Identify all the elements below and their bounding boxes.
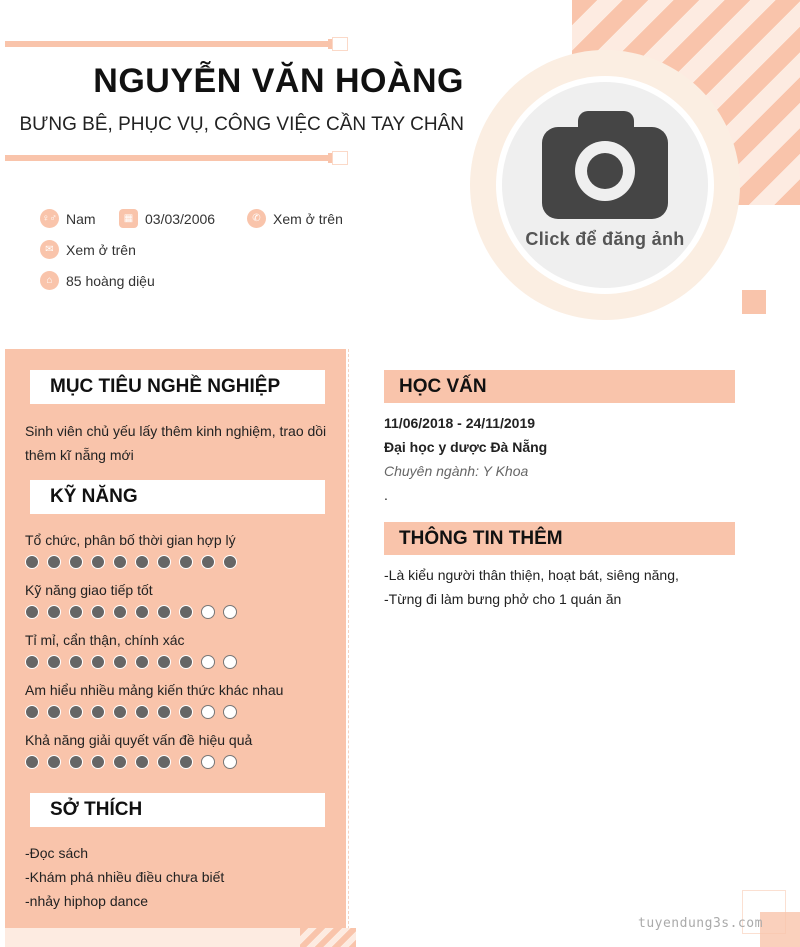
rating-dot-filled: [223, 555, 237, 569]
hobby-item: -Khám phá nhiều điều chưa biết: [25, 869, 225, 885]
rating-dot-empty: [223, 605, 237, 619]
rating-dot-filled: [135, 705, 149, 719]
rating-dot-filled: [47, 755, 61, 769]
additional-info-heading: THÔNG TIN THÊM: [384, 522, 735, 555]
rating-dot-filled: [47, 605, 61, 619]
decorative-square: [760, 912, 800, 947]
rating-dot-filled: [25, 705, 39, 719]
email-value: Xem ở trên: [66, 241, 136, 258]
rating-dot-empty: [201, 655, 215, 669]
rating-dot-filled: [91, 755, 105, 769]
skill-label: Tỉ mỉ, cẩn thận, chính xác: [25, 632, 185, 648]
rating-dot-filled: [25, 605, 39, 619]
rating-dot-filled: [47, 555, 61, 569]
phone-value: Xem ở trên: [273, 210, 343, 227]
rating-dot-empty: [223, 755, 237, 769]
rating-dot-empty: [201, 605, 215, 619]
rating-dot-filled: [91, 655, 105, 669]
education-note: .: [384, 487, 388, 503]
rating-dot-empty: [201, 705, 215, 719]
birthday-value: 03/03/2006: [145, 210, 216, 227]
rating-dot-filled: [69, 755, 83, 769]
decorative-square: [742, 290, 766, 314]
phone-icon: ✆: [247, 209, 266, 228]
rating-dot-empty: [223, 705, 237, 719]
rating-dot-filled: [157, 755, 171, 769]
skill-rating: [25, 755, 237, 769]
objective-text: Sinh viên chủ yếu lấy thêm kinh nghiệm, trao dồi thêm kĩ nẵng mới: [25, 423, 327, 463]
rating-dot-filled: [135, 555, 149, 569]
rating-dot-filled: [69, 655, 83, 669]
rating-dot-filled: [157, 555, 171, 569]
email-field: [40, 240, 136, 259]
skill-rating: [25, 605, 237, 619]
header-rule-bottom: [5, 151, 343, 165]
objective-heading: MỤC TIÊU NGHỀ NGHIỆP: [30, 370, 325, 404]
additional-info-item: -Từng đi làm bưng phở cho 1 quán ăn: [384, 591, 622, 607]
rating-dot-filled: [91, 605, 105, 619]
skill-label: Khả năng giải quyết vấn đề hiệu quả: [25, 732, 253, 748]
decorative-footer-strip: [5, 928, 300, 947]
rating-dot-filled: [179, 555, 193, 569]
rating-dot-filled: [91, 555, 105, 569]
decorative-footer-stripes: [300, 928, 356, 947]
rating-dot-filled: [25, 655, 39, 669]
watermark: tuyendung3s.com: [638, 916, 763, 931]
gender-value: Nam: [66, 210, 96, 227]
calendar-icon: ▦: [119, 209, 138, 228]
rating-dot-filled: [25, 555, 39, 569]
hobby-item: -Đọc sách: [25, 845, 89, 861]
photo-upload-label: Click để đăng ảnh: [525, 228, 685, 249]
skill-rating: [25, 555, 237, 569]
photo-upload[interactable]: [502, 82, 708, 288]
rating-dot-filled: [201, 555, 215, 569]
rating-dot-filled: [179, 655, 193, 669]
header-rule-top: [5, 37, 343, 51]
birthday-field: [119, 209, 215, 228]
rating-dot-filled: [113, 705, 127, 719]
education-school: Đại học y dược Đà Nẵng: [384, 439, 548, 455]
address-value: 85 hoàng diệu: [66, 272, 155, 289]
rating-dot-filled: [113, 605, 127, 619]
rating-dot-filled: [47, 705, 61, 719]
education-period: 11/06/2018 - 24/11/2019: [384, 415, 536, 431]
rating-dot-filled: [25, 755, 39, 769]
hobbies-heading: SỞ THÍCH: [30, 793, 325, 827]
gender-field: [40, 209, 96, 228]
rating-dot-filled: [113, 655, 127, 669]
rating-dot-filled: [135, 605, 149, 619]
skill-rating: [25, 655, 237, 669]
rating-dot-filled: [179, 605, 193, 619]
skill-label: Kỹ năng giao tiếp tốt: [25, 582, 153, 598]
rating-dot-filled: [113, 755, 127, 769]
rating-dot-filled: [135, 755, 149, 769]
candidate-name: NGUYỄN VĂN HOÀNG: [93, 62, 464, 100]
rating-dot-empty: [223, 655, 237, 669]
rating-dot-filled: [157, 655, 171, 669]
rating-dot-filled: [69, 705, 83, 719]
rating-dot-filled: [47, 655, 61, 669]
rating-dot-filled: [69, 605, 83, 619]
photo-frame: [470, 50, 740, 320]
additional-info-item: -Là kiểu người thân thiện, hoạt bát, siêng năng,: [384, 567, 679, 583]
home-icon: ⌂: [40, 271, 59, 290]
rating-dot-filled: [157, 705, 171, 719]
rating-dot-filled: [69, 555, 83, 569]
candidate-title: BƯNG BÊ, PHỤC VỤ, CÔNG VIỆC CẦN TAY CHÂN: [19, 114, 464, 135]
rating-dot-empty: [201, 755, 215, 769]
skill-label: Am hiểu nhiều mảng kiến thức khác nhau: [25, 682, 284, 698]
email-icon: ✉: [40, 240, 59, 259]
education-major: Chuyên ngành: Y Khoa: [384, 463, 529, 479]
rating-dot-filled: [179, 755, 193, 769]
rating-dot-filled: [91, 705, 105, 719]
phone-field: [247, 209, 343, 228]
skill-rating: [25, 705, 237, 719]
rating-dot-filled: [179, 705, 193, 719]
education-heading: HỌC VẤN: [384, 370, 735, 403]
skills-heading: KỸ NĂNG: [30, 480, 325, 514]
rating-dot-filled: [157, 605, 171, 619]
address-field: [40, 271, 155, 290]
rating-dot-filled: [135, 655, 149, 669]
hobby-item: -nhảy hiphop dance: [25, 893, 148, 909]
camera-icon: [542, 111, 668, 219]
gender-icon: ♀♂: [40, 209, 59, 228]
rating-dot-filled: [113, 555, 127, 569]
skill-label: Tổ chức, phân bố thời gian hợp lý: [25, 532, 236, 548]
